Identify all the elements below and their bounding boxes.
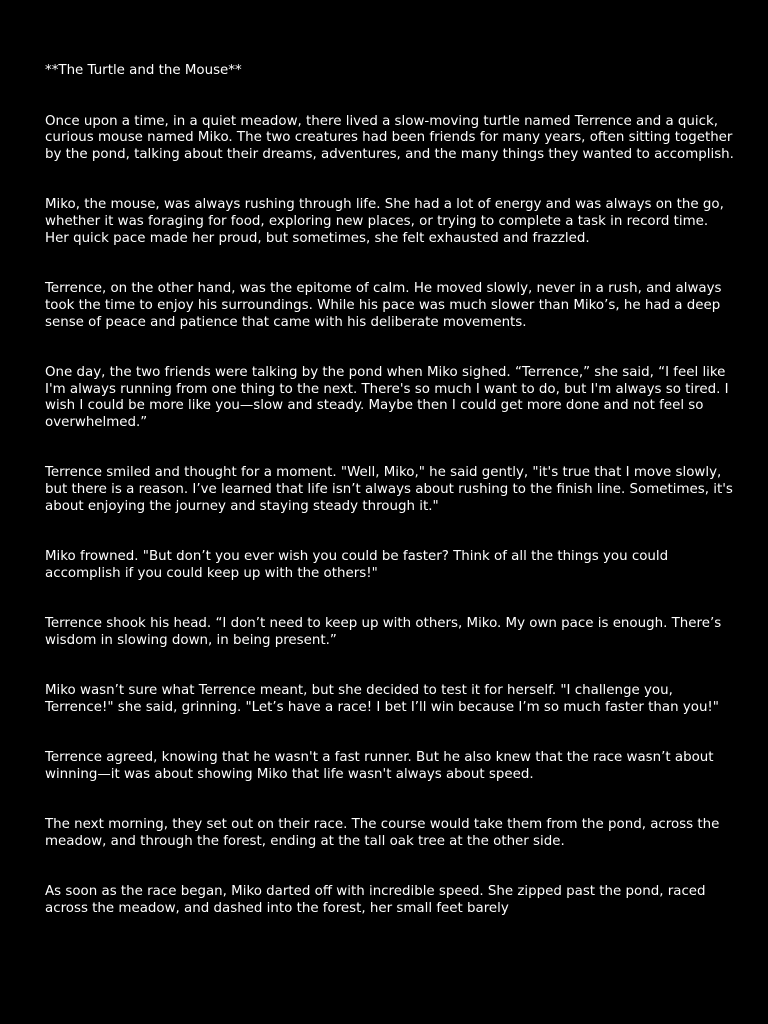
paragraph-6: Miko frowned. "But don’t you ever wish you could be faster? Think of all the things you could accomplish if you could keep up with the others!": [45, 548, 669, 581]
paragraph-1: Once upon a time, in a quiet meadow, there lived a slow-moving turtle named Terrence and a quick, curious mouse named Miko. The two creatures had been friends for many years, often sitting together by the pond, talking about their dreams, adventures, and the many things they wanted to accomplish.: [45, 113, 734, 163]
paragraph-10: The next morning, they set out on their race. The course would take them from the pond, across the meadow, and through the forest, ending at the tall oak tree at the other side.: [45, 816, 720, 849]
paragraph-9: Terrence agreed, knowing that he wasn't a fast runner. But he also knew that the race wasn’t about winning—it was about showing Miko that life wasn't always about speed.: [45, 749, 714, 782]
paragraph-2: Miko, the mouse, was always rushing through life. She had a lot of energy and was always on the go, whether it was foraging for food, exploring new places, or trying to complete a task in record time. Her quick pace made her proud, but sometimes, she felt exhausted and frazzled.: [45, 197, 724, 246]
story-title: **The Turtle and the Mouse**: [45, 63, 242, 78]
paragraph-5: Terrence smiled and thought for a moment. "Well, Miko," he said gently, "it's true that I move slowly, but there is a reason. I’ve learned that life isn’t always about rushing to the finish line. Sometimes, it's about enjoying the journey and staying steady through it.": [45, 465, 733, 514]
paragraph-11: As soon as the race began, Miko darted off with incredible speed. She zipped past the pond, raced across the meadow, and dashed into the forest, her small feet barely: [45, 883, 706, 916]
paragraph-3: Terrence, on the other hand, was the epitome of calm. He moved slowly, never in a rush, and always took the time to enjoy his surroundings. While his pace was much slower than Miko’s, he had a deep sense of peace and patience that came with his deliberate movements.: [45, 281, 722, 330]
paragraph-4: One day, the two friends were talking by the pond when Miko sighed. “Terrence,” she said, “I feel like I'm always running from one thing to the next. There's so much I want to do, but I'm always so tired. I wish I could be more like you—slow and steady. Maybe then I could get more done and not feel so overwhelmed.”: [45, 364, 729, 430]
paragraph-8: Miko wasn’t sure what Terrence meant, but she decided to test it for herself. "I challenge you, Terrence!" she said, grinning. "Let’s have a race! I bet I’ll win because I’m so much faster than you!": [45, 682, 719, 715]
paragraph-7: Terrence shook his head. “I don’t need to keep up with others, Miko. My own pace is enough. There’s wisdom in slowing down, in being present.”: [45, 615, 722, 648]
